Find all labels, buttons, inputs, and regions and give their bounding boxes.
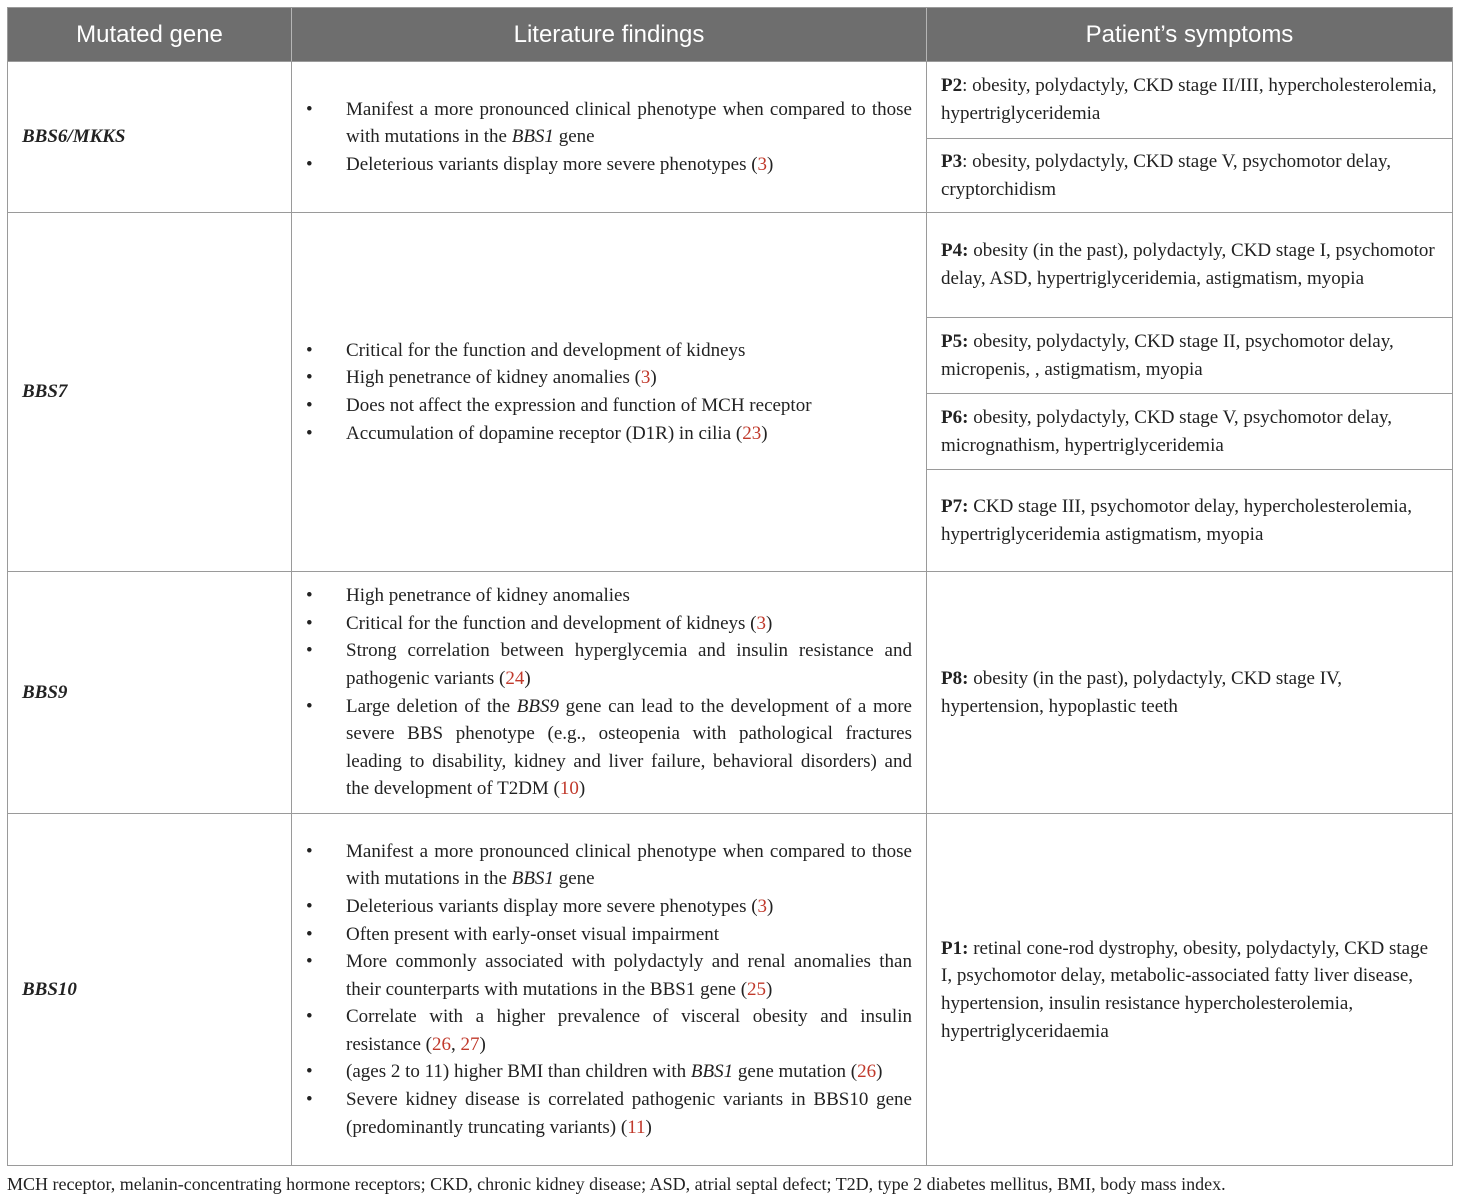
header-patients-symptoms: Patient’s symptoms — [1085, 20, 1294, 48]
finding-item — [302, 921, 912, 949]
bullet-icon: • — [306, 1006, 313, 1028]
patient-id: P8: — [941, 668, 969, 690]
patient-entry — [927, 317, 1452, 393]
citation-close: ) — [766, 612, 773, 634]
finding-item — [302, 1058, 912, 1086]
table-row — [8, 813, 1452, 1165]
finding-text: Often present with early-onset visual impairment — [346, 923, 720, 945]
citation-link[interactable]: 24 — [505, 667, 525, 689]
citation-link[interactable]: 11 — [627, 1116, 646, 1138]
findings-list — [302, 838, 912, 1142]
gene-name: BBS9 — [22, 681, 68, 703]
citation-close: ) — [578, 778, 586, 800]
patient-symptoms: obesity (in the past), polydactyly, CKD stage IV, hypertension, hypoplastic teeth — [941, 668, 1343, 717]
patient-id-colon: : — [962, 151, 968, 173]
finding-text: Critical for the function and development of kidneys — [346, 339, 746, 361]
patients-cell — [927, 814, 1452, 1165]
patient-description — [941, 328, 1440, 383]
citation-close: ) — [876, 1061, 883, 1083]
finding-text: Critical for the function and development of kidneys ( — [346, 612, 757, 634]
bullet-icon: • — [306, 422, 313, 444]
patient-description — [941, 237, 1440, 292]
citation-link[interactable]: 3 — [757, 895, 768, 917]
citation-close: ) — [761, 422, 768, 444]
finding-text: Manifest a more pronounced clinical phenotype when compared to those with mutations in the — [346, 840, 912, 890]
findings-table — [7, 7, 1453, 1166]
finding-text-cont: gene mutation ( — [733, 1061, 858, 1083]
patient-symptoms: obesity, polydactyly, CKD stage II/III, hypercholesterolemia, hypertriglyceridemia — [941, 75, 1437, 124]
gene-cell — [8, 213, 292, 571]
findings-list — [302, 582, 912, 803]
citation-separator: , — [450, 1033, 461, 1055]
finding-item — [302, 364, 912, 392]
citation-link[interactable]: 26 — [431, 1033, 451, 1055]
gene-reference: BBS9 — [516, 695, 559, 717]
citation-link[interactable]: 10 — [559, 778, 579, 800]
patient-symptoms: obesity, polydactyly, CKD stage V, psychomotor delay, cryptorchidism — [941, 151, 1391, 200]
citation-link[interactable]: 25 — [747, 978, 767, 1000]
patient-description — [941, 404, 1440, 459]
finding-item — [302, 151, 912, 179]
finding-item — [302, 893, 912, 921]
citation-close: ) — [645, 1116, 652, 1138]
patient-symptoms: CKD stage III, psychomotor delay, hypercholesterolemia, hypertriglyceridemia astigmatism, myopia — [941, 496, 1412, 545]
bullet-icon: • — [306, 951, 313, 973]
gene-reference: BBS1 — [511, 868, 554, 890]
patient-id: P2 — [941, 75, 963, 97]
table-header — [8, 8, 1452, 61]
gene-reference: BBS1 — [690, 1061, 734, 1083]
bullet-icon: • — [306, 612, 313, 634]
patient-symptoms: retinal cone-rod dystrophy, obesity, polydactyly, CKD stage I, psychomotor delay, metabolic-associated fatty liver disease, hypertension, insulin resistance hypercholesterolemia, hypertriglyceridaemia — [941, 937, 1429, 1042]
bullet-icon: • — [306, 923, 313, 945]
bullet-icon: • — [306, 695, 313, 717]
finding-item — [302, 838, 912, 893]
patients-cell — [927, 213, 1452, 571]
patient-entry — [927, 62, 1452, 138]
finding-item — [302, 582, 912, 610]
bullet-icon: • — [306, 585, 313, 607]
patient-id: P1: — [941, 937, 969, 959]
findings-cell — [292, 814, 927, 1165]
bullet-icon: • — [306, 840, 313, 862]
findings-list — [302, 337, 912, 447]
citation-close: ) — [766, 978, 773, 1000]
findings-list — [302, 96, 912, 179]
bullet-icon: • — [306, 339, 313, 361]
finding-item — [302, 392, 912, 420]
citation-link[interactable]: 23 — [742, 422, 762, 444]
citation-close: ) — [524, 667, 531, 689]
citation-link[interactable]: 3 — [757, 153, 768, 175]
finding-text: Manifest a more pronounced clinical phenotype when compared to those with mutations in the — [346, 98, 912, 148]
finding-item — [302, 96, 912, 151]
finding-text: High penetrance of kidney anomalies — [346, 585, 630, 607]
patient-id: P6: — [941, 406, 969, 428]
citation-link[interactable]: 3 — [756, 612, 766, 634]
citation-link[interactable]: 27 — [460, 1033, 480, 1055]
gene-reference: BBS1 — [511, 126, 554, 148]
patient-description — [941, 148, 1440, 203]
bullet-icon: • — [306, 153, 313, 175]
patient-description — [941, 72, 1440, 127]
finding-item — [302, 337, 912, 365]
patient-entry — [927, 213, 1452, 317]
gene-cell — [8, 572, 292, 813]
patient-description — [941, 493, 1440, 548]
table-row — [8, 571, 1452, 813]
finding-item — [302, 1086, 912, 1141]
finding-item — [302, 610, 912, 638]
findings-cell — [292, 572, 927, 813]
patient-description — [941, 665, 1440, 720]
finding-item — [302, 1003, 912, 1058]
finding-text: Deleterious variants display more severe phenotypes ( — [346, 895, 758, 917]
finding-item — [302, 948, 912, 1003]
finding-text-cont: gene — [553, 126, 595, 148]
patient-entry — [927, 814, 1452, 1166]
patient-entry — [927, 572, 1452, 814]
citation-close: ) — [767, 895, 774, 917]
finding-text: High penetrance of kidney anomalies ( — [346, 367, 641, 389]
patient-symptoms: obesity (in the past), polydactyly, CKD stage I, psychomotor delay, ASD, hypertriglyceridemia, astigmatism, myopia — [941, 240, 1435, 289]
finding-text: Severe kidney disease is correlated pathogenic variants in BBS10 gene (predominantly truncating variants) ( — [346, 1089, 912, 1138]
patient-symptoms: obesity, polydactyly, CKD stage V, psychomotor delay, micrognathism, hypertriglyceridemia — [941, 406, 1393, 456]
findings-cell — [292, 213, 927, 571]
patient-symptoms: obesity, polydactyly, CKD stage II, psychomotor delay, micropenis, , astigmatism, myopia — [941, 330, 1394, 380]
patient-entry — [927, 138, 1452, 213]
patient-id: P5: — [941, 330, 969, 352]
finding-item — [302, 637, 912, 692]
patient-description — [941, 935, 1440, 1045]
patient-entry — [927, 393, 1452, 469]
finding-text-cont: gene can lead to the development of a more severe BBS phenotype (e.g., osteopenia with pathological fractures leading to disability, kidney and liver failure, behavioral disorders) and the development of T2DM ( — [346, 695, 912, 800]
patient-id-colon: : — [962, 75, 968, 97]
table-row — [8, 212, 1452, 571]
finding-item — [302, 420, 912, 448]
finding-text-cont: gene — [553, 868, 595, 890]
bullet-icon: • — [306, 1061, 313, 1083]
patient-id: P4: — [941, 240, 969, 262]
bullet-icon: • — [306, 895, 313, 917]
gene-name: BBS7 — [22, 381, 68, 403]
citation-link[interactable]: 3 — [640, 367, 651, 389]
gene-name: BBS6/MKKS — [22, 126, 126, 148]
patient-id: P3 — [941, 151, 963, 173]
finding-item — [302, 693, 912, 803]
bullet-icon: • — [306, 98, 313, 120]
patient-entry — [927, 469, 1452, 572]
patients-cell — [927, 572, 1452, 813]
finding-text: Strong correlation between hyperglycemia and insulin resistance and pathogenic variants ( — [346, 640, 912, 689]
citation-link[interactable]: 26 — [857, 1061, 877, 1083]
gene-cell — [8, 814, 292, 1165]
finding-text: Does not affect the expression and function of MCH receptor — [346, 395, 812, 416]
gene-cell — [8, 62, 292, 212]
header-literature-findings: Literature findings — [292, 8, 927, 61]
table-row — [8, 61, 1452, 212]
finding-text: Accumulation of dopamine receptor (D1R) in cilia ( — [346, 422, 743, 444]
citation-close: ) — [767, 153, 774, 175]
bullet-icon: • — [306, 1089, 313, 1111]
table-footnote: MCH receptor, melanin-concentrating hormone receptors; CKD, chronic kidney disease; ASD, atrial septal defect; T2D, type 2 diabetes mellitus, BMI, body mass index. — [7, 1174, 1226, 1194]
header-mutated-gene: Mutated gene — [8, 8, 292, 61]
citation-close: ) — [650, 367, 657, 389]
finding-text: (ages 2 to 11) higher BMI than children with — [346, 1061, 691, 1083]
finding-text: Correlate with a higher prevalence of visceral obesity and insulin resistance ( — [346, 1006, 912, 1055]
bullet-icon: • — [306, 395, 313, 416]
bullet-icon: • — [306, 640, 313, 662]
gene-name: BBS10 — [22, 978, 77, 1000]
finding-text: Large deletion of the — [346, 695, 517, 717]
finding-text: Deleterious variants display more severe phenotypes ( — [346, 153, 758, 175]
finding-text: More commonly associated with polydactyly and renal anomalies than their counterparts with mutations in the BBS1 gene ( — [346, 951, 912, 1000]
patients-cell — [927, 62, 1452, 212]
patient-id: P7: — [941, 496, 969, 518]
bullet-icon: • — [306, 367, 313, 389]
findings-cell — [292, 62, 927, 212]
citation-close: ) — [479, 1033, 486, 1055]
